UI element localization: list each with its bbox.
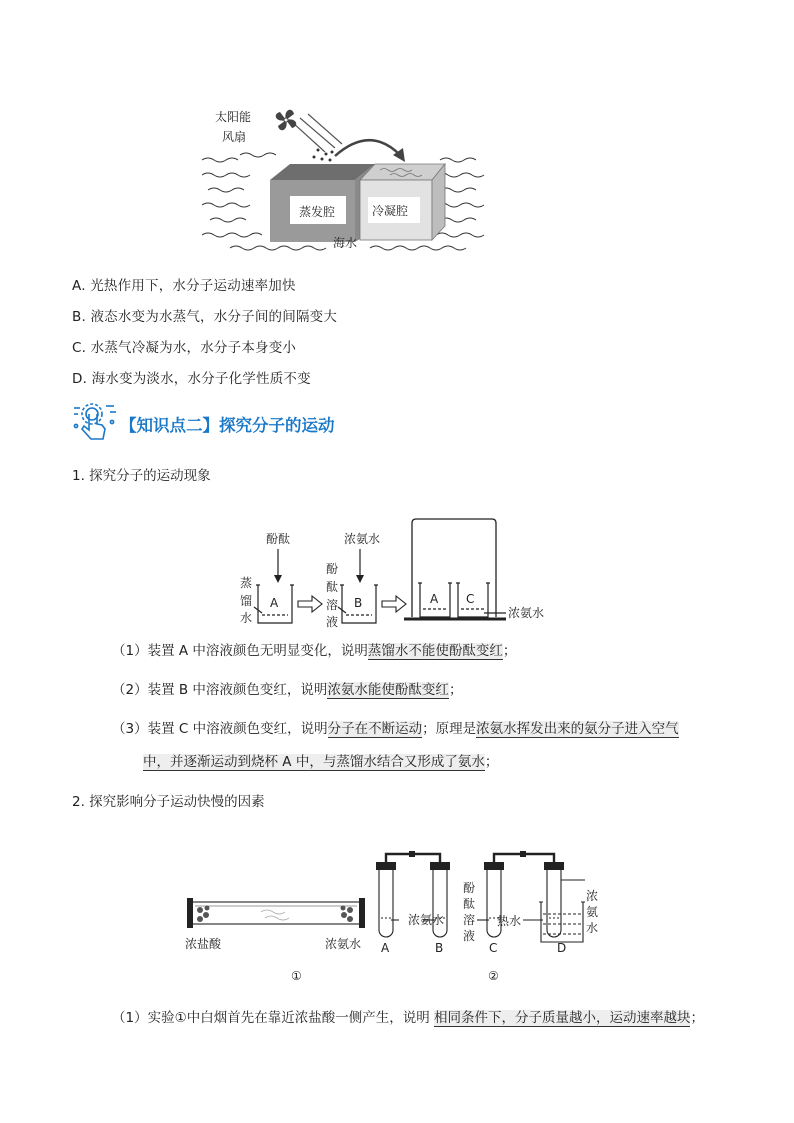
beaker-c	[456, 583, 506, 617]
tube-b-label: B	[435, 941, 444, 955]
phenol-sol-label: 液	[463, 929, 476, 943]
factor-experiment-figure	[185, 840, 610, 985]
question-text: （1）实验①中白烟首先在靠近浓盐酸一侧产生，说明	[112, 1010, 434, 1026]
flow-arrow	[335, 140, 400, 156]
phenol-solution-label: 酞	[326, 580, 339, 594]
option-text: 水蒸气冷凝为水，水分子本身变小	[90, 340, 297, 356]
option-text: 海水变为淡水，水分子化学性质不变	[91, 371, 311, 387]
condensation-label: 冷凝腔	[372, 204, 409, 218]
section-title: 探究分子的运动	[219, 416, 335, 435]
experiment-2-label: ②	[488, 969, 499, 983]
phenol-solution-label: 液	[326, 615, 339, 629]
section-bracket: 【	[120, 416, 137, 435]
fan-icon	[276, 110, 297, 131]
question-text: （1）装置 A 中溶液颜色无明显变化，说明	[112, 643, 368, 659]
option-letter: C.	[72, 340, 87, 356]
tube-a-label: A	[381, 941, 390, 955]
ammonia-right-label: 水	[586, 921, 599, 935]
hcl-label: 浓盐酸	[185, 937, 222, 951]
ammonia-mid-label: 浓氨水	[408, 913, 445, 927]
option-a	[72, 274, 296, 294]
sun-rays	[292, 114, 342, 152]
option-d	[72, 367, 311, 387]
part2-heading: 2. 探究影响分子运动快慢的因素	[72, 794, 265, 810]
tube-c-label: C	[489, 941, 498, 955]
evaporation-label: 蒸发腔	[299, 205, 336, 219]
question-text: ；	[690, 1010, 704, 1026]
part1-q3-cont	[143, 750, 498, 770]
distilled-label: 馏	[240, 594, 253, 608]
molecule-motion-figure	[232, 515, 572, 630]
answer-text: 蒸馏水不能使酚酞变红	[367, 643, 503, 659]
fan-label: 风扇	[222, 130, 247, 144]
question-text: ；	[448, 682, 463, 698]
part1-q3	[112, 717, 679, 737]
part1-q1	[112, 639, 516, 659]
tube-d	[547, 870, 561, 937]
phenol-sol-label: 溶	[463, 913, 476, 927]
beaker-b-label: B	[354, 596, 363, 610]
part2-q1	[112, 1006, 704, 1026]
hot-water-beaker	[523, 880, 585, 942]
option-text: 光热作用下，水分子运动速率加快	[90, 278, 296, 294]
question-text: （3）装置 C 中溶液颜色变红，说明	[112, 721, 328, 737]
phenol-sol-label: 酚	[463, 881, 476, 895]
beaker-a-inner-label: A	[430, 592, 439, 606]
ammonia-right-label: 氨	[586, 905, 599, 919]
hot-water-label: 热水	[497, 914, 522, 928]
cotton-plug	[197, 906, 353, 923]
ammonia-right-label: 浓	[586, 889, 599, 903]
distilled-label: 水	[240, 611, 253, 625]
option-c	[72, 336, 296, 356]
ammonia-left-label: 浓氨水	[325, 937, 362, 951]
option-text: 液态水变为水蒸气，水分子间的间隔变大	[90, 309, 338, 325]
tube-a	[379, 870, 399, 937]
beaker-c-label: C	[466, 592, 475, 606]
ammonia-side-label: 浓氨水	[508, 606, 545, 620]
fan-label: 太阳能	[215, 110, 252, 124]
touch-hand-icon	[72, 400, 118, 446]
step-arrow	[298, 596, 322, 612]
distilled-label: 蒸	[240, 576, 253, 590]
part1-q2	[112, 678, 462, 698]
section-tag: 知识点二	[136, 416, 203, 435]
phenol-label: 酚酞	[266, 532, 291, 546]
section-bracket: 】	[202, 416, 219, 435]
part1-heading: 1. 探究分子的运动现象	[72, 468, 211, 484]
option-b	[72, 305, 337, 325]
question-text: ；原理是	[422, 721, 477, 737]
section-header	[72, 398, 472, 448]
option-letter: A.	[72, 278, 86, 294]
answer-text: 相同条件下，分子质量越小，运动速率越块	[433, 1010, 691, 1026]
option-letter: B.	[72, 309, 86, 325]
answer-text: 分子在不断运动	[327, 721, 423, 737]
desalination-figure	[200, 100, 490, 255]
sea-label: 海水	[333, 236, 358, 250]
question-text: （2）装置 B 中溶液颜色变红，说明	[112, 682, 328, 698]
question-text: ；	[502, 643, 517, 659]
answer-text: 浓氨水挥发出来的氨分子进入空气	[476, 721, 679, 737]
step-arrow	[382, 596, 406, 612]
tube-d-label: D	[557, 941, 567, 955]
experiment-1-label: ①	[291, 969, 302, 983]
phenol-sol-label: 酞	[463, 897, 476, 911]
large-beaker-cover	[412, 519, 496, 617]
answer-text: 中，并逐渐运动到烧杯 A 中，与蒸馏水结合又形成了氨水	[143, 754, 485, 770]
option-letter: D.	[72, 371, 88, 387]
question-text: ；	[484, 754, 499, 770]
ammonia-label: 浓氨水	[344, 532, 381, 546]
beaker-a-label: A	[270, 596, 279, 610]
glass-tube	[191, 902, 361, 924]
phenol-solution-label: 酚	[326, 562, 339, 576]
white-smoke	[261, 910, 289, 920]
phenol-solution-label: 溶	[326, 598, 339, 612]
answer-text: 浓氨水能使酚酞变红	[327, 682, 449, 698]
